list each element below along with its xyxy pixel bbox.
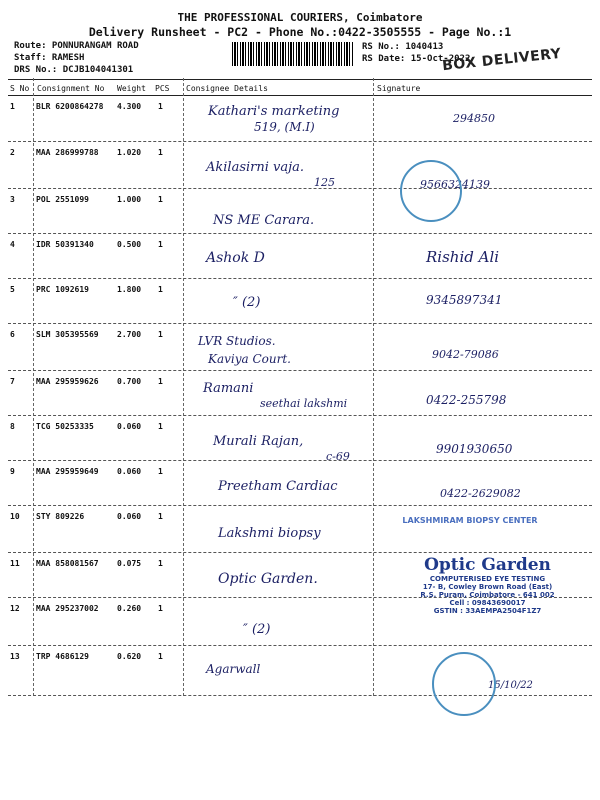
row-consignment: SLM 305395569 [36, 330, 99, 339]
consignee-handwriting-2: 125 [314, 176, 335, 189]
row-pcs: 1 [158, 195, 163, 204]
col-consignment: Consignment No [37, 84, 105, 93]
row-consignment: MAA 858081567 [36, 559, 99, 568]
signature-handwriting: 9901930650 [436, 442, 513, 456]
row-sno: 4 [10, 240, 15, 249]
row-weight: 0.620 [117, 652, 142, 661]
consignee-handwriting: Murali Rajan, [213, 434, 304, 449]
row-pcs: 1 [158, 377, 163, 386]
row-weight: 2.700 [117, 330, 142, 339]
signature-handwriting: 9345897341 [426, 293, 503, 307]
table-row [8, 279, 592, 324]
row-sno: 9 [10, 467, 15, 476]
consignee-handwriting: Ashok D [206, 250, 265, 266]
box-delivery-stamp: BOX DELIVERY [441, 45, 563, 75]
col-signature: Signature [377, 84, 421, 93]
row-pcs: 1 [158, 652, 163, 661]
row-sno: 5 [10, 285, 15, 294]
consignee-handwriting-2: 519, (M.I) [254, 120, 315, 134]
table-row [8, 646, 592, 696]
row-sno: 6 [10, 330, 15, 339]
table-row [8, 234, 592, 279]
row-consignment: PRC 1092619 [36, 285, 89, 294]
col-sno: S No [10, 84, 30, 93]
consignee-handwriting: Optic Garden. [218, 571, 318, 587]
barcode [232, 42, 354, 66]
optic-name: Optic Garden [424, 555, 551, 575]
row-weight: 1.800 [117, 285, 142, 294]
row-pcs: 1 [158, 559, 163, 568]
row-consignment: BLR 6200864278 [36, 102, 104, 111]
row-weight: 0.700 [117, 377, 142, 386]
row-pcs: 1 [158, 285, 163, 294]
table-row [8, 189, 592, 234]
consignee-handwriting: LVR Studios. [198, 334, 276, 348]
runsheet-title: Delivery Runsheet - PC2 - Phone No.:0422-3505555 - Page No.:1 [88, 25, 512, 39]
consignee-handwriting: Kathari's marketing [208, 104, 340, 119]
table-row [8, 324, 592, 371]
optic-garden-stamp [395, 555, 580, 615]
row-sno: 12 [10, 604, 20, 613]
round-stamp [432, 652, 496, 716]
signature-handwriting: Rishid Ali [426, 248, 500, 266]
rs-date: RS Date: 15-Oct-2022 [362, 54, 471, 64]
row-weight: 0.260 [117, 604, 142, 613]
consignee-handwriting: ″ (2) [243, 622, 271, 637]
col-pcs: PCS [155, 84, 170, 93]
row-pcs: 1 [158, 240, 163, 249]
header-top-line [8, 79, 592, 80]
consignee-handwriting: Lakshmi biopsy [218, 526, 321, 541]
row-weight: 4.300 [117, 102, 142, 111]
round-stamp [400, 160, 462, 222]
col-consignee: Consignee Details [186, 84, 268, 93]
row-sno: 2 [10, 148, 15, 157]
row-sno: 8 [10, 422, 15, 431]
row-pcs: 1 [158, 467, 163, 476]
table-row [8, 416, 592, 461]
table-row [8, 461, 592, 506]
col-weight: Weight [117, 84, 146, 93]
consignee-handwriting: Ramani [203, 381, 254, 396]
consignee-handwriting: Akilasirni vaja. [206, 160, 305, 175]
row-pcs: 1 [158, 422, 163, 431]
row-weight: 0.060 [117, 467, 142, 476]
row-weight: 0.075 [117, 559, 142, 568]
optic-cell: Cell : 09843690017 [449, 599, 526, 607]
signature-handwriting: 0422-255798 [426, 393, 507, 407]
table-row [8, 506, 592, 553]
row-consignment: MAA 286999788 [36, 148, 99, 157]
row-consignment: TRP 4686129 [36, 652, 89, 661]
row-pcs: 1 [158, 148, 163, 157]
consignee-handwriting-2: Kaviya Court. [208, 352, 291, 366]
row-consignment: IDR 50391340 [36, 240, 94, 249]
row-consignment: STY 809226 [36, 512, 85, 521]
signature-handwriting: 9042-79086 [432, 348, 499, 361]
company-title: THE PROFESSIONAL COURIERS, Coimbatore [177, 11, 423, 24]
row-pcs: 1 [158, 604, 163, 613]
row-sno: 11 [10, 559, 20, 568]
row-weight: 0.060 [117, 512, 142, 521]
signature-handwriting: 294850 [453, 112, 495, 125]
row-weight: 1.020 [117, 148, 142, 157]
optic-address-1: 17- B, Cowley Brown Road (East) [422, 583, 553, 591]
row-sno: 3 [10, 195, 15, 204]
row-pcs: 1 [158, 102, 163, 111]
optic-address-2: R.S. Puram, Coimbatore - 641 002 [420, 591, 555, 599]
optic-subtitle: COMPUTERISED EYE TESTING [429, 575, 546, 583]
drs-number: DRS No.: DCJB104041301 [14, 65, 134, 75]
row-weight: 0.060 [117, 422, 142, 431]
row-pcs: 1 [158, 330, 163, 339]
row-sno: 13 [10, 652, 20, 661]
row-consignment: POL 2551099 [36, 195, 89, 204]
consignee-handwriting: Preetham Cardiac [218, 479, 338, 494]
row-consignment: TCG 50253335 [36, 422, 94, 431]
row-consignment: MAA 295959649 [36, 467, 99, 476]
consignee-handwriting: NS ME Carara. [213, 213, 315, 228]
signature-handwriting: 15/10/22 [488, 680, 533, 691]
optic-gstin: GSTIN : 33AEMPA2504F1Z7 [433, 607, 542, 615]
consignee-handwriting-2: c-69 [326, 450, 350, 463]
lakshmi-stamp: LAKSHMIRAM BIOPSY CENTER [402, 516, 538, 525]
rs-number: RS No.: 1040413 [362, 42, 444, 52]
table-row [8, 142, 592, 189]
signature-handwriting: 9566324139 [420, 178, 490, 191]
consignee-handwriting: ″ (2) [233, 295, 261, 310]
row-weight: 0.500 [117, 240, 142, 249]
row-sno: 7 [10, 377, 15, 386]
row-weight: 1.000 [117, 195, 142, 204]
row-consignment: MAA 295237002 [36, 604, 99, 613]
table-row [8, 371, 592, 416]
consignee-handwriting-2: seethai lakshmi [260, 397, 348, 410]
row-pcs: 1 [158, 512, 163, 521]
staff-label: Staff: RAMESH [14, 53, 85, 63]
route-label: Route: PONNURANGAM ROAD [14, 41, 139, 51]
signature-handwriting: 0422-2629082 [440, 487, 521, 500]
table-row [8, 96, 592, 142]
row-sno: 1 [10, 102, 15, 111]
row-consignment: MAA 295959626 [36, 377, 99, 386]
row-separator [8, 695, 592, 696]
row-sno: 10 [10, 512, 20, 521]
consignee-handwriting: Agarwall [206, 662, 261, 676]
